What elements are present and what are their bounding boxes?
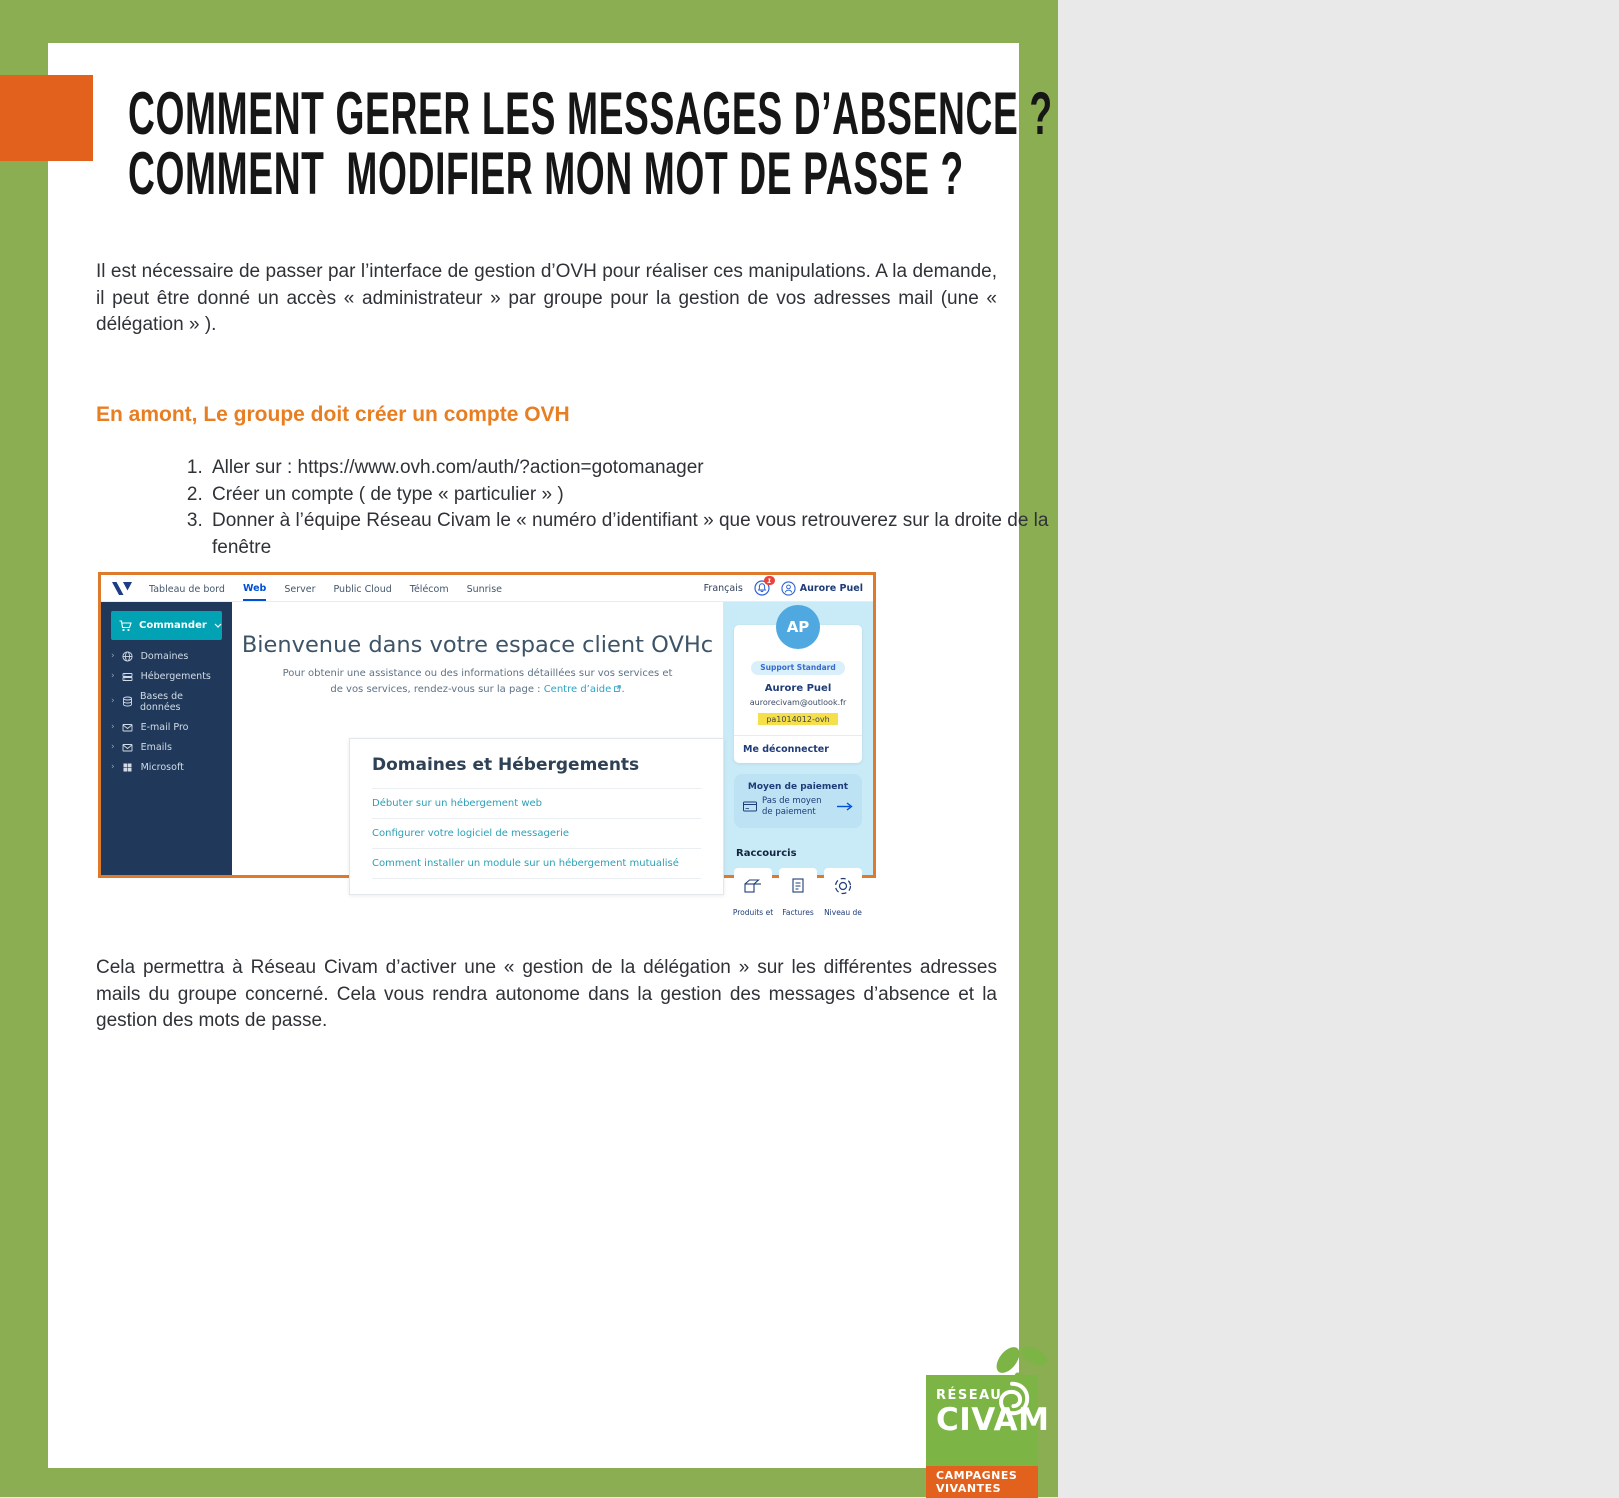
credit-card-icon: [743, 801, 757, 812]
help-center-link[interactable]: Centre d’aide: [543, 684, 612, 695]
sidebar-item-bases-de-donnees[interactable]: [101, 686, 232, 717]
profile-name: Aurore Puel: [764, 682, 832, 694]
help-suffix: .: [621, 684, 625, 695]
payment-row: [743, 796, 853, 818]
payment-title: Moyen de paiement: [747, 781, 849, 792]
welcome-subtitle-line1: Pour obtenir une assistance ou des informations détaillées sur vos services et: [282, 668, 673, 679]
chevron-right-icon: ›: [111, 741, 115, 752]
user-icon: [781, 581, 796, 596]
logout-link[interactable]: Me déconnecter: [743, 743, 829, 755]
chevron-right-icon: ›: [111, 670, 115, 681]
nav-web[interactable]: Web: [243, 575, 266, 601]
nav-tableau-de-bord[interactable]: Tableau de bord: [149, 584, 225, 595]
page-title: [128, 80, 1619, 207]
shortcut-label: Factures: [782, 907, 814, 917]
step-text: Donner à l’équipe Réseau Civam le « numéro d’identifiant » que vous retrouverez sur la droite de la fenêtre: [212, 510, 1049, 558]
ovh-body: [101, 602, 873, 917]
guide-link-module-mutualise[interactable]: Comment installer un module sur un hébergement mutualisé: [372, 848, 701, 878]
domains-hosting-card: [349, 738, 724, 895]
ovh-right-panel: [723, 602, 873, 917]
welcome-subtitle-text: de vos services, rendez-vous sur la page :: [330, 684, 541, 695]
globe-icon: [122, 651, 134, 662]
sidebar-item-label: Domaines: [140, 650, 189, 662]
sidebar-menu: [101, 646, 232, 777]
support-level-badge: Support Standard: [751, 661, 844, 675]
ovh-header-bar: [101, 575, 873, 602]
title-line-2: COMMENT MODIFIER MON MOT DE PASSE ?: [128, 140, 964, 207]
nav-telecom[interactable]: Télécom: [409, 584, 449, 595]
shortcut-niveau[interactable]: [824, 868, 862, 917]
database-icon: [122, 696, 133, 707]
ovh-main-content: [232, 602, 723, 875]
customer-id-highlighted: pa1014012-ovh: [758, 713, 837, 725]
nav-sunrise[interactable]: Sunrise: [466, 584, 502, 595]
steps-list: [96, 455, 1109, 561]
sidebar-item-emails[interactable]: [101, 737, 232, 757]
email-pro-icon: [122, 722, 134, 733]
avatar: AP: [776, 605, 820, 649]
chevron-right-icon: ›: [111, 721, 115, 732]
welcome-title: Bienvenue dans votre espace client OVHc: [241, 632, 714, 658]
civam-logo: [926, 1375, 1050, 1498]
ovh-logo-icon[interactable]: [111, 581, 133, 596]
chevron-right-icon: ›: [111, 761, 115, 772]
intro-paragraph: Il est nécessaire de passer par l’interface de gestion d’OVH pour réaliser ces manipulations. A la demande, il peut être donné un accès « administrateur » par groupe pour la gestion de vos adresses mail (une « délégation » ).: [96, 261, 997, 335]
sidebar-item-label: E-mail Pro: [140, 721, 189, 733]
chevron-right-icon: ›: [111, 650, 115, 661]
logo-tagline-line1: CAMPAGNES: [936, 1469, 1018, 1482]
shortcut-factures[interactable]: [779, 868, 817, 917]
microsoft-icon: [122, 762, 134, 773]
list-item: [208, 482, 1109, 509]
shortcuts-title: Raccourcis: [736, 847, 797, 859]
support-level-icon: [824, 868, 862, 904]
language-selector[interactable]: Français: [703, 582, 743, 594]
logo-reseau-text: RÉSEAU: [936, 1388, 1003, 1403]
notification-bell-icon[interactable]: [754, 576, 772, 596]
ovh-header-right: [703, 576, 863, 596]
sidebar-item-label: Hébergements: [140, 670, 211, 682]
sidebar-item-email-pro[interactable]: [101, 717, 232, 737]
commander-label: Commander: [139, 620, 207, 631]
welcome-block: [232, 632, 723, 697]
invoices-icon: [779, 868, 817, 904]
user-name: Aurore Puel: [799, 582, 863, 594]
sidebar-item-label: Emails: [140, 741, 172, 753]
sidebar-item-label: Bases de données: [139, 690, 183, 713]
chevron-down-icon: [214, 623, 222, 628]
shortcut-label: Produits et: [732, 907, 774, 917]
page-content-area: [48, 43, 1053, 1495]
hosting-icon: [122, 671, 134, 682]
payment-method-card[interactable]: [734, 774, 862, 828]
shortcut-products[interactable]: [734, 868, 772, 917]
domains-card-title: Domaines et Hébergements: [372, 755, 640, 775]
spiral-icon: [993, 1380, 1031, 1418]
list-item: [208, 508, 1109, 561]
sidebar-item-microsoft[interactable]: [101, 757, 232, 777]
civam-logo-green-box: [926, 1375, 1050, 1466]
welcome-subtitle-line2: [232, 683, 723, 697]
chevron-right-icon: ›: [111, 696, 115, 706]
logo-tagline-line2: VIVANTES: [936, 1482, 1002, 1495]
sidebar-item-label: Microsoft: [140, 761, 184, 773]
sidebar-item-domaines[interactable]: [101, 646, 232, 666]
notification-badge: 1: [764, 576, 775, 585]
user-menu[interactable]: [781, 581, 863, 596]
profile-email: aurorecivam@outlook.fr: [749, 697, 847, 707]
guide-link-logiciel-messagerie[interactable]: Configurer votre logiciel de messagerie: [372, 818, 701, 848]
title-line-1: COMMENT GERER LES MESSAGES D’ABSENCE ?: [128, 80, 1053, 147]
guide-link-hebergement-web[interactable]: Débuter sur un hébergement web: [372, 788, 701, 818]
step-text: Aller sur : https://www.ovh.com/auth/?action=gotomanager: [212, 457, 704, 478]
shortcut-label: Niveau de: [824, 907, 862, 917]
divider: [734, 735, 862, 736]
commander-button[interactable]: [111, 611, 222, 640]
guide-link-partial: [372, 878, 701, 891]
ovh-sidebar: [101, 602, 232, 875]
logo-civam-text: CIVAM: [936, 1402, 1050, 1438]
arrow-right-icon: [837, 802, 853, 811]
civam-logo-orange-band: [926, 1466, 1038, 1498]
payment-status: Pas de moyen de paiement: [762, 795, 822, 817]
list-item: [208, 455, 1109, 482]
sidebar-item-hebergements[interactable]: [101, 666, 232, 686]
step-text: Créer un compte ( de type « particulier » ): [212, 483, 564, 505]
cart-icon: [119, 620, 132, 632]
ovh-top-nav: [149, 575, 502, 601]
emails-icon: [122, 742, 134, 753]
section-heading: En amont, Le groupe doit créer un compte OVH: [96, 403, 570, 426]
ovh-screenshot: [98, 572, 876, 917]
nav-server[interactable]: Server: [284, 584, 316, 595]
products-icon: [734, 868, 772, 904]
orange-accent-block: [0, 75, 93, 161]
shortcut-tiles: [734, 868, 862, 917]
nav-public-cloud[interactable]: Public Cloud: [333, 584, 392, 595]
outro-paragraph: Cela permettra à Réseau Civam d’activer une « gestion de la délégation » sur les différentes adresses mails du groupe concerné. Cela vous rendra autonome dans la gestion des messages d’absence et la gestion des mots de passe.: [96, 957, 997, 1031]
